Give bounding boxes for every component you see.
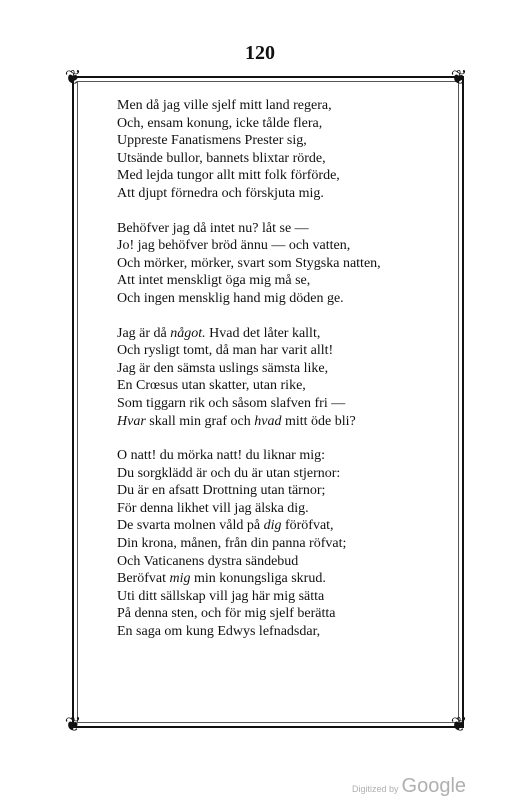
poem-line: Att djupt förnedra och förskjuta mig. xyxy=(117,185,324,201)
poem-line: Men då jag ville sjelf mitt land regera, xyxy=(117,98,332,113)
poem-line: Behöfver jag då intet nu? låt se — xyxy=(117,220,309,236)
emphasized-word: hvad xyxy=(254,413,282,429)
poem-line: Uppreste Fanatismens Prester sig, xyxy=(117,133,307,149)
poem-line: Att intet menskligt öga mig må se, xyxy=(117,273,311,289)
poem-line: En saga om kung Edwys lefnadsdar, xyxy=(117,624,321,640)
digitized-by-footer xyxy=(352,775,466,798)
poem-line: På denna sten, och för mig sjelf berätta xyxy=(117,606,336,622)
poem-line: Och ingen mensklig hand mig döden ge. xyxy=(117,290,344,306)
poem-line: Utsände bullor, bannets blixtar rörde, xyxy=(117,150,326,166)
emphasized-word: mig xyxy=(169,571,191,587)
poem-line: Och Vaticanens dystra sändebud xyxy=(117,553,299,569)
google-logo: Google xyxy=(401,775,467,797)
fleuron-icon: ❦ xyxy=(64,712,82,736)
emphasized-word: Hvar xyxy=(117,413,146,429)
poem-line-segment: min konungsliga skrud. xyxy=(190,571,326,587)
stanza xyxy=(117,220,447,308)
poem-text xyxy=(117,97,447,641)
page-number: 120 xyxy=(245,42,275,64)
poem-line: Din krona, månen, från din panna röfvat; xyxy=(117,536,347,552)
poem-line: Och mörker, mörker, svart som Stygska natten, xyxy=(117,255,381,271)
fleuron-icon: ❦ xyxy=(450,65,468,89)
emphasized-word: något. xyxy=(170,325,206,341)
poem-line: Som tiggarn rik och såsom slafven fri — xyxy=(117,395,346,411)
poem-line: Uti ditt sällskap vill jag här mig sätta xyxy=(117,588,325,604)
fleuron-icon: ❦ xyxy=(450,712,468,736)
poem-line: Jag är den sämsta uslings sämsta like, xyxy=(117,360,329,376)
poem-line-segment: Beröfvat xyxy=(117,571,170,587)
digitized-by-label: Digitized by xyxy=(352,784,399,794)
poem-line: Du sorgklädd är och du är utan stjernor: xyxy=(117,465,341,481)
poem-line xyxy=(117,570,447,588)
poem-line: En Crœsus utan skatter, utan rike, xyxy=(117,378,306,394)
poem-line xyxy=(117,517,447,535)
poem-line: Och rysligt tomt, då man har varit allt! xyxy=(117,343,334,359)
poem-line-segment: De svarta molnen våld på xyxy=(117,518,264,534)
poem-line xyxy=(117,325,447,343)
emphasized-word: dig xyxy=(263,518,282,534)
poem-line: Jo! jag behöfver bröd ännu — och vatten, xyxy=(117,238,351,254)
fleuron-icon: ❦ xyxy=(64,65,82,89)
poem-line xyxy=(117,413,447,431)
poem-line: Du är en afsatt Drottning utan tärnor; xyxy=(117,483,326,499)
stanza xyxy=(117,97,447,203)
poem-line: O natt! du mörka natt! du liknar mig: xyxy=(117,448,326,464)
stanza xyxy=(117,325,447,431)
poem-line: För denna likhet vill jag älska dig. xyxy=(117,500,309,516)
poem-line-segment: skall min graf och xyxy=(145,413,255,429)
stanza xyxy=(117,447,447,641)
poem-line-segment: mitt öde bli? xyxy=(281,413,356,429)
poem-line: Med lejda tungor allt mitt folk förförde, xyxy=(117,168,340,184)
poem-line-segment: Hvad det låter kallt, xyxy=(205,325,321,341)
poem-line: Och, ensam konung, icke tålde flera, xyxy=(117,115,323,131)
poem-line-segment: Jag är då xyxy=(117,325,171,341)
poem-line-segment: föröfvat, xyxy=(281,518,334,534)
